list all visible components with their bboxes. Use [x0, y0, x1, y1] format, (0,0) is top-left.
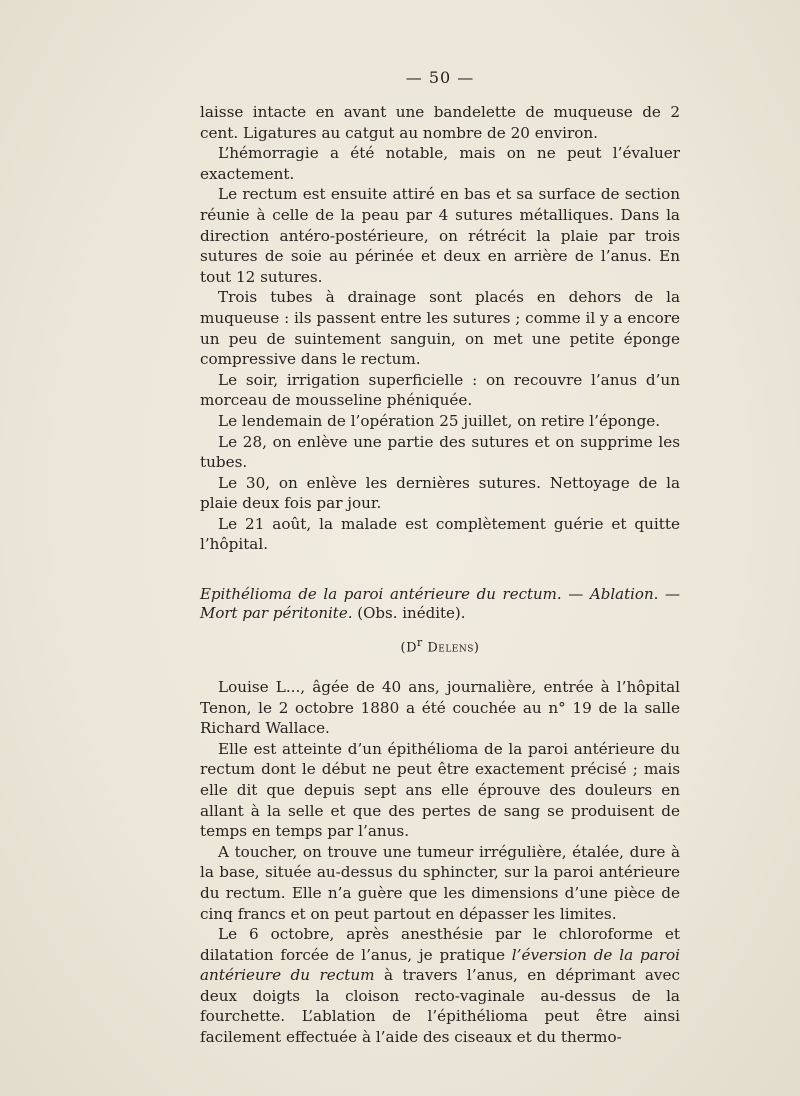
paragraph-top-3: Trois tubes à drainage sont placés en dehors de la muqueuse : ils passent entre les sutures ; comme il y a encore un peu de suintement sanguin, on met une petite éponge compressive dans le rectum. [200, 288, 680, 369]
paragraph-top-2: Le rectum est ensuite attiré en bas et sa surface de section réunie à celle de la peau par 4 sutures métalliques. Dans la direction antéro-postérieure, on rétrécit la plaie par trois sutures de soie au périnée et deux en arrière de l’anus. En tout 12 sutures. [200, 185, 680, 286]
paragraph-last-after: à travers l’anus, en déprimant avec deux doigts la cloison recto-vaginale au-dessus de la fourchette. L’ablation de l’épithélioma peut être ainsi facilement effectuée à l’aide des ciseaux et du thermo- [200, 966, 680, 1047]
paragraph-top-0: laisse intacte en avant une bandelette de muqueuse de 2 cent. Ligatures au catgut au nombre de 20 environ. [200, 103, 680, 142]
paragraph-last [200, 924, 680, 1048]
paragraph-last-italic: l’éversion de la paroi antérieure du rectum [200, 945, 680, 985]
author-open: (D [400, 640, 417, 656]
paragraph-top-5: Le lendemain de l’opération 25 juillet, on retire l’éponge. [218, 411, 661, 430]
paragraph-top-1: L’hémorragie a été notable, mais on ne peut l’évaluer exactement. [200, 144, 680, 183]
page-content [200, 66, 680, 1048]
section-title-italic: Epithélioma de la paroi antérieure du rectum. — Ablation. — Mort par péritonite. [200, 585, 680, 623]
author-close: ) [473, 640, 480, 656]
paragraph-top-6: Le 28, on enlève une partie des sutures et on supprime les tubes. [200, 432, 680, 472]
paragraph-bottom-0: Louise L..., âgée de 40 ans, journalière, entrée à l’hôpital Tenon, le 2 octobre 1880 a été couchée au n° 19 de la salle Richard Wallace. [200, 677, 680, 738]
page-number: — 50 — [405, 68, 475, 87]
paragraph-top-4: Le soir, irrigation superficielle : on recouvre l’anus d’un morceau de mousseline phéniquée. [200, 370, 680, 410]
author-line [200, 633, 680, 659]
section-gap [200, 555, 680, 585]
section-title-plain: (Obs. inédite). [357, 604, 466, 623]
author-sup: r [417, 636, 423, 650]
paragraph-last-before: Le 6 octobre, après anesthésie par le chloroforme et dilatation forcée de l’anus, je pratique [200, 925, 680, 964]
paragraph-bottom-1: Elle est atteinte d’un épithélioma de la paroi antérieure du rectum dont le début ne peut être exactement précisé ; mais elle dit que depuis sept ans elle éprouve des douleurs en allant à la selle et que des pertes de sang se produisent de temps en temps par l’anus. [200, 739, 680, 841]
paragraph-bottom-2: A toucher, on trouve une tumeur irrégulière, étalée, dure à la base, située au-dessus du sphincter, sur la paroi antérieure du rectum. Elle n’a guère que les dimensions d’une pièce de cinq francs et on peut partout en dépasser les limites. [200, 842, 680, 923]
author-name: Delens [427, 640, 474, 656]
section-title [200, 585, 680, 623]
paragraph-top-8: Le 21 août, la malade est complètement guérie et quitte l’hôpital. [200, 514, 680, 554]
paragraph-top-7: Le 30, on enlève les dernières sutures. Nettoyage de la plaie deux fois par jour. [200, 473, 680, 513]
